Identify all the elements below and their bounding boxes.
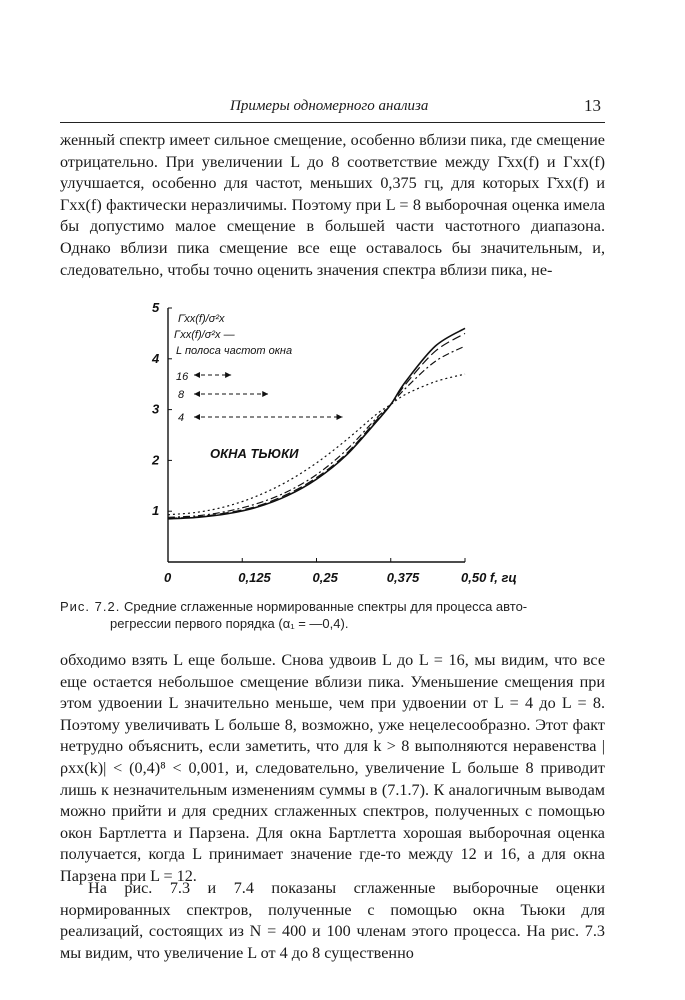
chart-legend [174,313,299,461]
running-head [60,96,605,123]
bandwidth-arrow-head-right [262,391,268,397]
caption-line-2: регрессии первого порядка (α₁ = —0,4). [110,616,349,631]
caption-line-1: Средние сглаженные нормированные спектры для процесса авто- [123,599,528,614]
legend-dashed-label: Γ̄xx(f)/σ²x [178,313,225,325]
bandwidth-arrows [194,372,343,420]
x-tick-label: 0 [164,570,172,585]
y-tick-label: 3 [152,401,160,417]
bandwidth-arrow-head-left [194,372,200,378]
paragraph-2: обходимо взять L еще больше. Снова удвоив L до L = 16, мы видим, что все еще остается небольшое смещение вблизи пика. Уменьшение смещения при этом удвоении L значительно меньше, чем при удвоении от L = 4 до L = 8. Поэтому увеличивать L больше 8, возможно, уже нецелесообразно. Этот факт нетрудно объяснить, если заметить, что для k > 8 выполняются неравенства |ρxx(k)| < (0,4)⁸ < 0,001, и, следовательно, увеличение L больше 8 приводит лишь к незначительным изменениям суммы в (7.1.7). К аналогичным выводам можно прийти и для средних сглаженных спектров, полученных с помощью окон Бартлетта и Парзена. Для окна Бартлетта хорошая выборочная оценка получается, когда L принимает значение где-то между 12 и 16, а для окна Парзена при L = 12. [60,651,605,885]
spectrum-chart [130,300,517,590]
bandwidth-arrow-head-right [225,372,231,378]
bandwidth-arrow-head-right [337,414,343,420]
x-tick-label: 0,50 f, гц [461,570,517,585]
chart-ticks [151,300,517,585]
legend-bandwidth-label: L полоса частот окна [176,345,293,357]
bandwidth-label-16: 16 [176,371,189,383]
page-number: 13 [584,96,601,115]
bandwidth-label-4: 4 [178,412,185,424]
caption-label: Рис. 7.2. [60,599,121,614]
series-line [168,346,465,517]
running-title: Примеры одномерного анализа [230,98,429,114]
paragraph-3: На рис. 7.3 и 7.4 показаны сглаженные выборочные оценки нормированных спектров, полученные с помощью окна Тьюки для реализаций, состоящих из N = 400 и 100 членам этого процесса. На рис. 7.3 мы видим, что увеличение L от 4 до 8 существенно [60,879,605,962]
y-tick-label: 4 [152,350,160,366]
series-line [168,374,465,515]
y-tick-label: 1 [152,503,160,519]
x-tick-label: 0,125 [238,570,271,585]
y-tick-label: 5 [152,300,160,315]
figure-caption [60,598,620,632]
bandwidth-arrow-head-left [194,391,200,397]
bandwidth-label-8: 8 [178,389,185,401]
y-tick-label: 2 [152,452,160,468]
series-line [168,333,465,518]
x-tick-label: 0,375 [386,570,420,585]
x-tick-label: 0,25 [312,570,338,585]
figure-7-2 [130,300,517,590]
paragraph-1: женный спектр имеет сильное смещение, особенно вблизи пика, где смещение отрицательно. При увеличении L до 8 соответствие между Γ̄xx(f) и Γxx(f) улучшается, особенно для частот, меньших 0,375 гц, для которых Γ̄xx(f) и Γxx(f) фактически неразличимы. Поэтому при L = 8 выборочная оценка имела бы допустимо малое смещение в большей части частотного диапазона. Однако вблизи пика смещение все еще оставалось бы значительным, и, следовательно, чтобы точно оценить значения спектра вблизи пика, не- [60,131,605,279]
bandwidth-arrow-head-left [194,414,200,420]
window-label: ОКНА ТЬЮКИ [210,446,299,461]
legend-solid-label: Γxx(f)/σ²x — [174,329,235,341]
